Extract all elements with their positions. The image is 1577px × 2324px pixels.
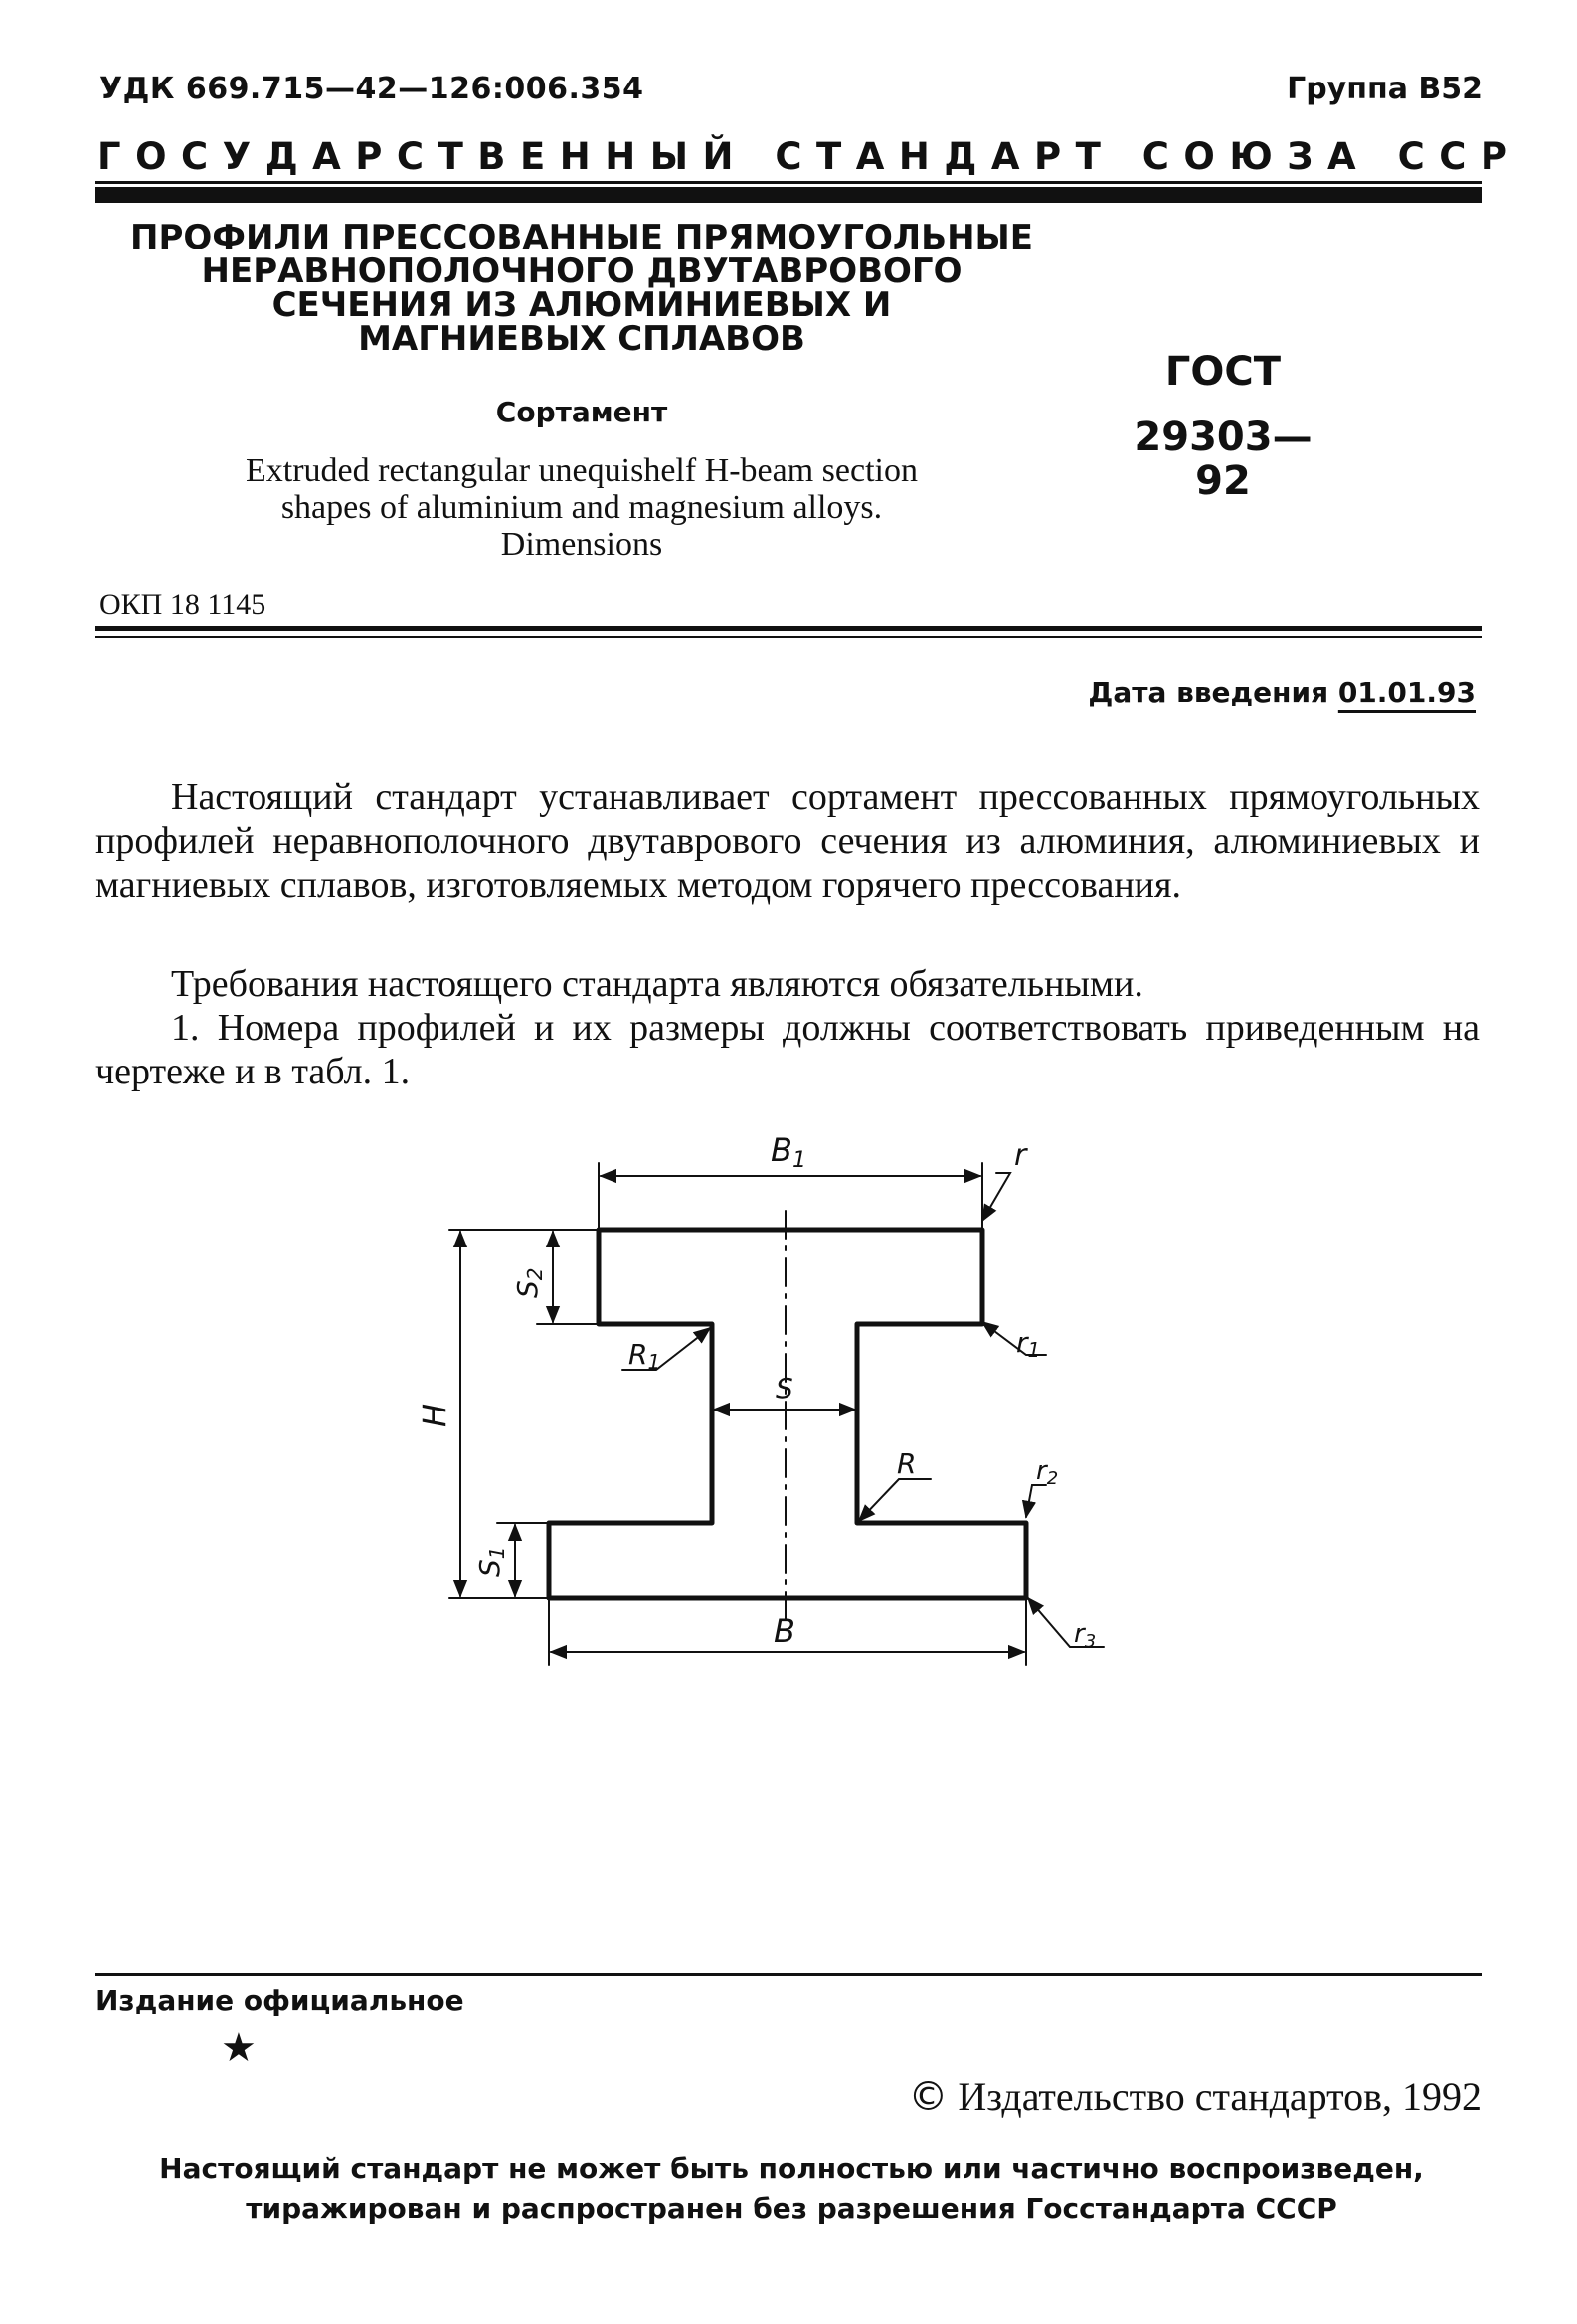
title-line: НЕРАВНОПОЛОЧНОГО ДВУТАВРОВОГО xyxy=(201,251,963,291)
notice-line: тиражирован и распространен без разрешения Госстандарта СССР xyxy=(246,2192,1337,2225)
introduction-date xyxy=(1088,676,1476,709)
introduction-date-value: 01.01.93 xyxy=(1337,676,1476,709)
section-rule-thin xyxy=(95,636,1482,638)
reproduction-notice xyxy=(95,2149,1488,2229)
english-title-line: shapes of aluminium and magnesium alloys. xyxy=(280,489,883,526)
star-icon: ★ xyxy=(221,2025,257,2070)
title-line: МАГНИЕВЫХ СПЛАВОВ xyxy=(358,319,805,359)
label-r: r xyxy=(1014,1138,1027,1173)
document-subtitle: Сортамент xyxy=(495,396,668,428)
label-r3: r3 xyxy=(1074,1619,1097,1652)
group-code: Группа В52 xyxy=(1287,72,1483,106)
gost-designation xyxy=(1114,350,1332,503)
label-r2: r2 xyxy=(1036,1456,1059,1489)
copyright-icon: © xyxy=(908,2075,949,2120)
body-paragraph: Требования настоящего стандарта являются обязательными. xyxy=(171,963,1143,1005)
document-title xyxy=(119,218,1044,359)
label-s: S xyxy=(776,1372,793,1405)
footer-rule xyxy=(95,1973,1482,1976)
label-r1: r1 xyxy=(1016,1326,1041,1362)
h-beam-section-drawing xyxy=(0,1133,1577,1690)
english-title xyxy=(119,452,1044,563)
beam-outline xyxy=(549,1230,1026,1598)
gost-number: 29303—92 xyxy=(1134,415,1313,504)
edition-label: Издание официальное xyxy=(95,1984,464,2017)
gost-label: ГОСТ xyxy=(1164,349,1282,395)
english-title-line: Dimensions xyxy=(500,526,663,563)
body-paragraph: 1. Номера профилей и их размеры должны соответствовать приведенным на чертеже и в табл. 1. xyxy=(95,1007,1480,1092)
leader-r xyxy=(982,1173,1010,1221)
label-R: R xyxy=(897,1447,917,1480)
header-rule-thin xyxy=(95,181,1482,184)
label-b1: B1 xyxy=(771,1133,806,1173)
state-standard-heading: ГОСУДАРСТВЕННЫЙ СТАНДАРТ СОЮЗА ССР xyxy=(97,135,1522,178)
okp-code: ОКП 18 1145 xyxy=(99,588,266,621)
label-h: H xyxy=(416,1403,453,1427)
title-line: СЕЧЕНИЯ ИЗ АЛЮМИНИЕВЫХ И xyxy=(271,285,892,325)
notice-line: Настоящий стандарт не может быть полностью или частично воспроизведен, xyxy=(159,2152,1424,2185)
label-b: B xyxy=(774,1612,795,1650)
label-R1: R1 xyxy=(628,1338,661,1374)
title-line: ПРОФИЛИ ПРЕССОВАННЫЕ ПРЯМОУГОЛЬНЫЕ xyxy=(130,218,1033,257)
section-rule-thick xyxy=(95,626,1482,631)
copyright-text: Издательство стандартов, 1992 xyxy=(958,2075,1482,2119)
header-rule-thick xyxy=(95,187,1482,203)
leader-r2 xyxy=(1026,1485,1046,1517)
copyright-line xyxy=(908,2074,1482,2120)
english-title-line: Extruded rectangular unequishelf H-beam section xyxy=(246,452,918,489)
introduction-date-label: Дата введения xyxy=(1088,676,1329,709)
udk-code: УДК 669.715—42—126:006.354 xyxy=(99,72,644,106)
body-paragraph: Настоящий стандарт устанавливает сортамент прессованных прямоугольных профилей неравнополочного двутаврового сечения из алюминия, алюминиевых и магниевых сплавов, изготовляемых методом горячего прессования. xyxy=(95,776,1480,906)
label-s2: S2 xyxy=(511,1267,547,1298)
label-s1: S1 xyxy=(473,1546,509,1577)
leader-R xyxy=(859,1479,931,1521)
